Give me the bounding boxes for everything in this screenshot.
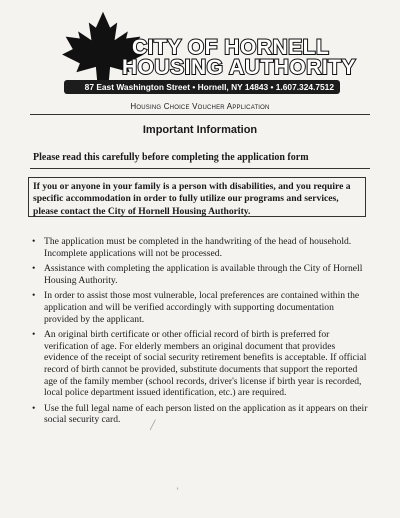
list-item — [32, 263, 368, 286]
form-title: Housing Choice Voucher Application — [130, 102, 270, 111]
bullet-icon: • — [32, 290, 36, 302]
accommodation-notice: If you or anyone in your family is a person with disabilities, and you require a specific accommodation in order to fully utilize our programs and services, please contact the City of Hornell Housing Authority. — [28, 177, 366, 217]
bullet-icon: • — [32, 236, 36, 247]
scan-mark: ╱ — [150, 420, 156, 430]
information-list — [32, 236, 368, 430]
bullet-icon: • — [32, 263, 36, 275]
list-item-text: Assistance with completing the application is available through the City of Hornell Housing Authority. — [44, 263, 363, 286]
list-item — [32, 329, 368, 399]
bullet-icon: • — [32, 402, 36, 414]
org-name-line2: HOUSING AUTHORITY — [122, 56, 357, 79]
list-item — [32, 403, 368, 426]
letterhead — [58, 10, 357, 96]
list-item-text: The application must be completed in the handwriting of the head of household. Incomplete applications will not be processed. — [44, 236, 352, 259]
scan-mark: ʼ — [176, 486, 179, 496]
list-item-text: An original birth certificate or other official record of birth is preferred for verification of age. For elderly members an original document that provides evidence of the receipt of social security retirement benefits is acceptable. If official record of birth cannot be provided, substitute documents that support the reported age of the family member (school records, driver's license if birth year is recorded, local police department issued identification, etc.) are required. — [44, 329, 367, 399]
divider — [30, 168, 370, 169]
divider — [30, 114, 370, 115]
list-item — [32, 236, 368, 259]
bullet-icon: • — [32, 329, 36, 341]
list-item-text: In order to assist those most vulnerable, local preferences are contained within the application and will be verified accordingly with supporting documentation provided by the applicant. — [44, 290, 360, 325]
list-item — [32, 290, 368, 325]
address-banner: 87 East Washington Street • Hornell, NY 14843 • 1.607.324.7512 — [64, 80, 340, 94]
org-name-line1: CITY OF HORNELL — [132, 36, 330, 59]
instruction-text: Please read this carefully before completing the application form — [33, 152, 309, 163]
section-title: Important Information — [142, 124, 258, 136]
list-item-text: Use the full legal name of each person listed on the application as it appears on their social security card. — [44, 402, 368, 426]
